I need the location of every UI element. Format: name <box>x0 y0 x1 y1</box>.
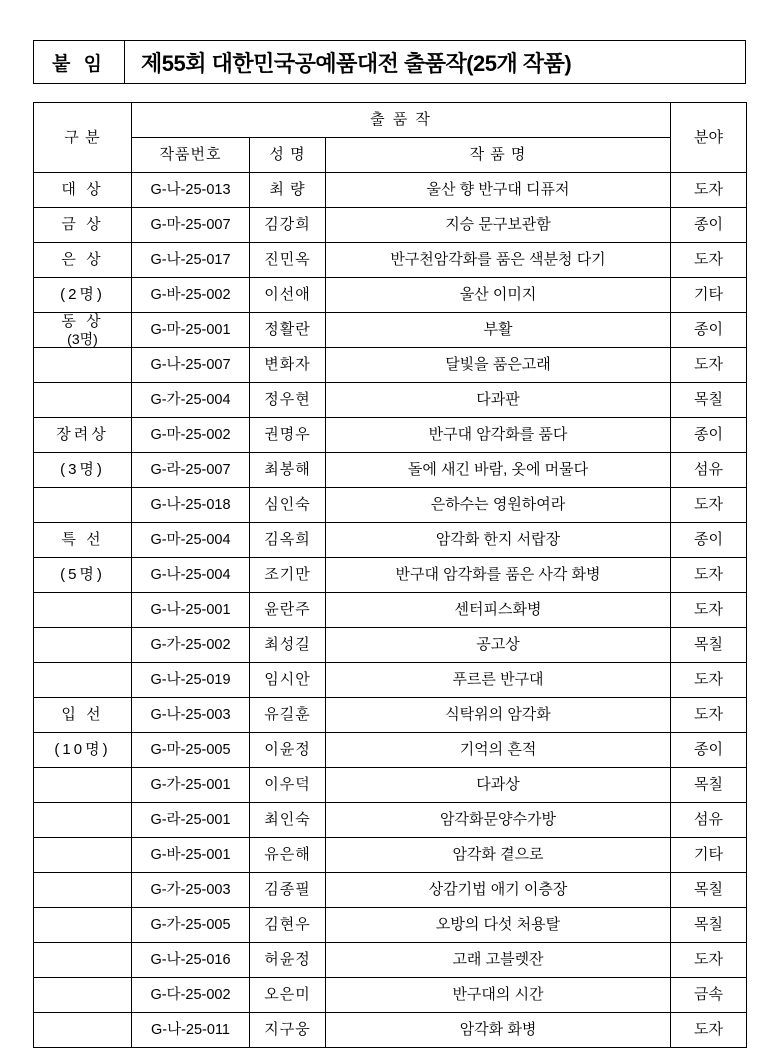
cell-field: 섬유 <box>671 803 747 838</box>
cell-division <box>34 523 132 558</box>
column-header-work-name: 작 품 명 <box>326 138 671 173</box>
cell-work-no: G-가-25-001 <box>132 768 250 803</box>
division-label: 대 상 <box>61 181 104 199</box>
cell-person-name: 오은미 <box>250 978 326 1013</box>
table-row <box>34 383 747 418</box>
cell-field: 목칠 <box>671 383 747 418</box>
cell-field: 종이 <box>671 523 747 558</box>
division-label: (2명) <box>60 286 105 304</box>
cell-division <box>34 453 132 488</box>
cell-work-no: G-가-25-004 <box>132 383 250 418</box>
cell-field: 목칠 <box>671 873 747 908</box>
cell-field: 도자 <box>671 558 747 593</box>
cell-work-name: 고래 고블렛잔 <box>326 943 671 978</box>
cell-work-no: G-나-25-004 <box>132 558 250 593</box>
cell-field: 종이 <box>671 733 747 768</box>
division-label: (10명) <box>54 741 111 759</box>
table-row <box>34 173 747 208</box>
cell-work-name: 다과판 <box>326 383 671 418</box>
division-label: (3명) <box>60 461 105 479</box>
cell-person-name: 김현우 <box>250 908 326 943</box>
division-label: 특 선 <box>61 531 104 549</box>
cell-person-name: 허윤정 <box>250 943 326 978</box>
cell-work-name: 울산 향 반구대 디퓨저 <box>326 173 671 208</box>
cell-person-name: 진민옥 <box>250 243 326 278</box>
table-row <box>34 488 747 523</box>
cell-work-no: G-나-25-016 <box>132 943 250 978</box>
cell-work-no: G-가-25-002 <box>132 628 250 663</box>
cell-person-name: 최 량 <box>250 173 326 208</box>
cell-field: 기타 <box>671 838 747 873</box>
cell-division <box>34 243 132 278</box>
table-row <box>34 803 747 838</box>
division-label: 장려상 <box>56 426 109 444</box>
cell-field: 도자 <box>671 173 747 208</box>
table-body <box>34 173 747 1048</box>
cell-work-no: G-바-25-002 <box>132 278 250 313</box>
table-row <box>34 348 747 383</box>
cell-work-no: G-마-25-007 <box>132 208 250 243</box>
cell-field: 기타 <box>671 278 747 313</box>
table-row <box>34 523 747 558</box>
cell-division <box>34 383 132 418</box>
cell-field: 종이 <box>671 313 747 348</box>
cell-person-name: 지구웅 <box>250 1013 326 1048</box>
cell-person-name: 심인숙 <box>250 488 326 523</box>
cell-work-name: 상감기법 애기 이층장 <box>326 873 671 908</box>
cell-work-name: 반구천암각화를 품은 색분청 다기 <box>326 243 671 278</box>
cell-person-name: 조기만 <box>250 558 326 593</box>
table-row <box>34 663 747 698</box>
table-row <box>34 418 747 453</box>
cell-division <box>34 488 132 523</box>
cell-person-name: 김옥희 <box>250 523 326 558</box>
cell-person-name: 윤란주 <box>250 593 326 628</box>
cell-division <box>34 558 132 593</box>
cell-division <box>34 418 132 453</box>
cell-work-name: 울산 이미지 <box>326 278 671 313</box>
cell-work-name: 오방의 다섯 처용탈 <box>326 908 671 943</box>
cell-work-name: 식탁위의 암각화 <box>326 698 671 733</box>
cell-work-name: 반구대 암각화를 품은 사각 화병 <box>326 558 671 593</box>
cell-person-name: 정활란 <box>250 313 326 348</box>
cell-person-name: 이우덕 <box>250 768 326 803</box>
column-header-work-no: 작품번호 <box>132 138 250 173</box>
cell-field: 도자 <box>671 348 747 383</box>
cell-division <box>34 628 132 663</box>
cell-work-name: 지승 문구보관함 <box>326 208 671 243</box>
cell-work-no: G-마-25-005 <box>132 733 250 768</box>
cell-division <box>34 348 132 383</box>
table-row <box>34 628 747 663</box>
table-row <box>34 453 747 488</box>
cell-field: 도자 <box>671 488 747 523</box>
cell-work-name: 반구대 암각화를 품다 <box>326 418 671 453</box>
cell-work-no: G-나-25-018 <box>132 488 250 523</box>
cell-work-no: G-다-25-002 <box>132 978 250 1013</box>
cell-person-name: 임시안 <box>250 663 326 698</box>
cell-person-name: 최성길 <box>250 628 326 663</box>
cell-work-no: G-가-25-005 <box>132 908 250 943</box>
cell-work-name: 공고상 <box>326 628 671 663</box>
cell-division <box>34 908 132 943</box>
submissions-table <box>33 102 747 1048</box>
cell-person-name: 이선애 <box>250 278 326 313</box>
cell-division <box>34 768 132 803</box>
cell-field: 도자 <box>671 943 747 978</box>
table-row <box>34 698 747 733</box>
page-title: 제55회 대한민국공예품대전 출품작(25개 작품) <box>125 40 746 84</box>
cell-person-name: 최인숙 <box>250 803 326 838</box>
cell-division <box>34 698 132 733</box>
cell-work-no: G-마-25-004 <box>132 523 250 558</box>
cell-division <box>34 733 132 768</box>
cell-work-name: 푸르른 반구대 <box>326 663 671 698</box>
table-row <box>34 838 747 873</box>
cell-field: 종이 <box>671 418 747 453</box>
cell-work-no: G-라-25-001 <box>132 803 250 838</box>
table-row <box>34 873 747 908</box>
cell-work-name: 은하수는 영원하여라 <box>326 488 671 523</box>
cell-division <box>34 173 132 208</box>
cell-work-no: G-나-25-007 <box>132 348 250 383</box>
cell-work-no: G-나-25-003 <box>132 698 250 733</box>
cell-division <box>34 1013 132 1048</box>
cell-field: 도자 <box>671 1013 747 1048</box>
cell-field: 목칠 <box>671 628 747 663</box>
table-row <box>34 243 747 278</box>
division-label: 동 상 <box>61 313 104 331</box>
cell-work-no: G-라-25-007 <box>132 453 250 488</box>
cell-division <box>34 663 132 698</box>
division-label: (5명) <box>60 566 105 584</box>
cell-work-name: 센터피스화병 <box>326 593 671 628</box>
table-row <box>34 943 747 978</box>
table-row <box>34 733 747 768</box>
cell-work-name: 암각화 화병 <box>326 1013 671 1048</box>
cell-person-name: 유은해 <box>250 838 326 873</box>
division-label: 은 상 <box>61 251 104 269</box>
column-header-person: 성 명 <box>250 138 326 173</box>
cell-work-name: 부활 <box>326 313 671 348</box>
cell-field: 종이 <box>671 208 747 243</box>
cell-field: 도자 <box>671 663 747 698</box>
cell-person-name: 정우현 <box>250 383 326 418</box>
column-header-division: 구 분 <box>34 103 132 173</box>
cell-work-no: G-바-25-001 <box>132 838 250 873</box>
cell-work-no: G-마-25-002 <box>132 418 250 453</box>
cell-work-name: 암각화문양수가방 <box>326 803 671 838</box>
cell-division <box>34 593 132 628</box>
cell-work-name: 달빛을 품은고래 <box>326 348 671 383</box>
cell-field: 섬유 <box>671 453 747 488</box>
cell-work-no: G-나-25-017 <box>132 243 250 278</box>
table-header-row-1 <box>34 103 747 138</box>
cell-field: 금속 <box>671 978 747 1013</box>
division-label: 입 선 <box>61 706 104 724</box>
table-row <box>34 208 747 243</box>
cell-person-name: 김강희 <box>250 208 326 243</box>
cell-person-name: 변화자 <box>250 348 326 383</box>
cell-work-no: G-마-25-001 <box>132 313 250 348</box>
cell-work-no: G-가-25-003 <box>132 873 250 908</box>
table-row <box>34 313 747 348</box>
cell-division <box>34 838 132 873</box>
table-header-row-2 <box>34 138 747 173</box>
cell-work-no: G-나-25-013 <box>132 173 250 208</box>
column-header-field: 분야 <box>671 103 747 173</box>
cell-work-name: 돌에 새긴 바람, 옷에 머물다 <box>326 453 671 488</box>
cell-division <box>34 278 132 313</box>
cell-division <box>34 208 132 243</box>
attachment-tag: 붙 임 <box>33 40 125 84</box>
cell-person-name: 최봉해 <box>250 453 326 488</box>
cell-work-name: 반구대의 시간 <box>326 978 671 1013</box>
cell-field: 도자 <box>671 698 747 733</box>
cell-division <box>34 943 132 978</box>
cell-work-no: G-나-25-019 <box>132 663 250 698</box>
table-row <box>34 278 747 313</box>
table-row <box>34 1013 747 1048</box>
cell-person-name: 유길훈 <box>250 698 326 733</box>
table-row <box>34 978 747 1013</box>
cell-work-name: 암각화 곁으로 <box>326 838 671 873</box>
cell-division <box>34 978 132 1013</box>
cell-work-name: 암각화 한지 서랍장 <box>326 523 671 558</box>
cell-person-name: 권명우 <box>250 418 326 453</box>
table-head <box>34 103 747 173</box>
cell-field: 도자 <box>671 243 747 278</box>
table-row <box>34 908 747 943</box>
cell-work-no: G-나-25-001 <box>132 593 250 628</box>
table-row <box>34 558 747 593</box>
cell-work-no: G-나-25-011 <box>132 1013 250 1048</box>
cell-division <box>34 313 132 348</box>
column-header-group: 출 품 작 <box>132 103 671 138</box>
cell-division <box>34 873 132 908</box>
attachment-header <box>33 40 746 84</box>
division-count: (3명) <box>67 330 98 347</box>
cell-field: 목칠 <box>671 768 747 803</box>
table-row <box>34 768 747 803</box>
division-label: 금 상 <box>61 216 104 234</box>
cell-work-name: 기억의 흔적 <box>326 733 671 768</box>
table-row <box>34 593 747 628</box>
cell-person-name: 이윤정 <box>250 733 326 768</box>
cell-division <box>34 803 132 838</box>
cell-person-name: 김종필 <box>250 873 326 908</box>
cell-field: 도자 <box>671 593 747 628</box>
cell-field: 목칠 <box>671 908 747 943</box>
cell-work-name: 다과상 <box>326 768 671 803</box>
